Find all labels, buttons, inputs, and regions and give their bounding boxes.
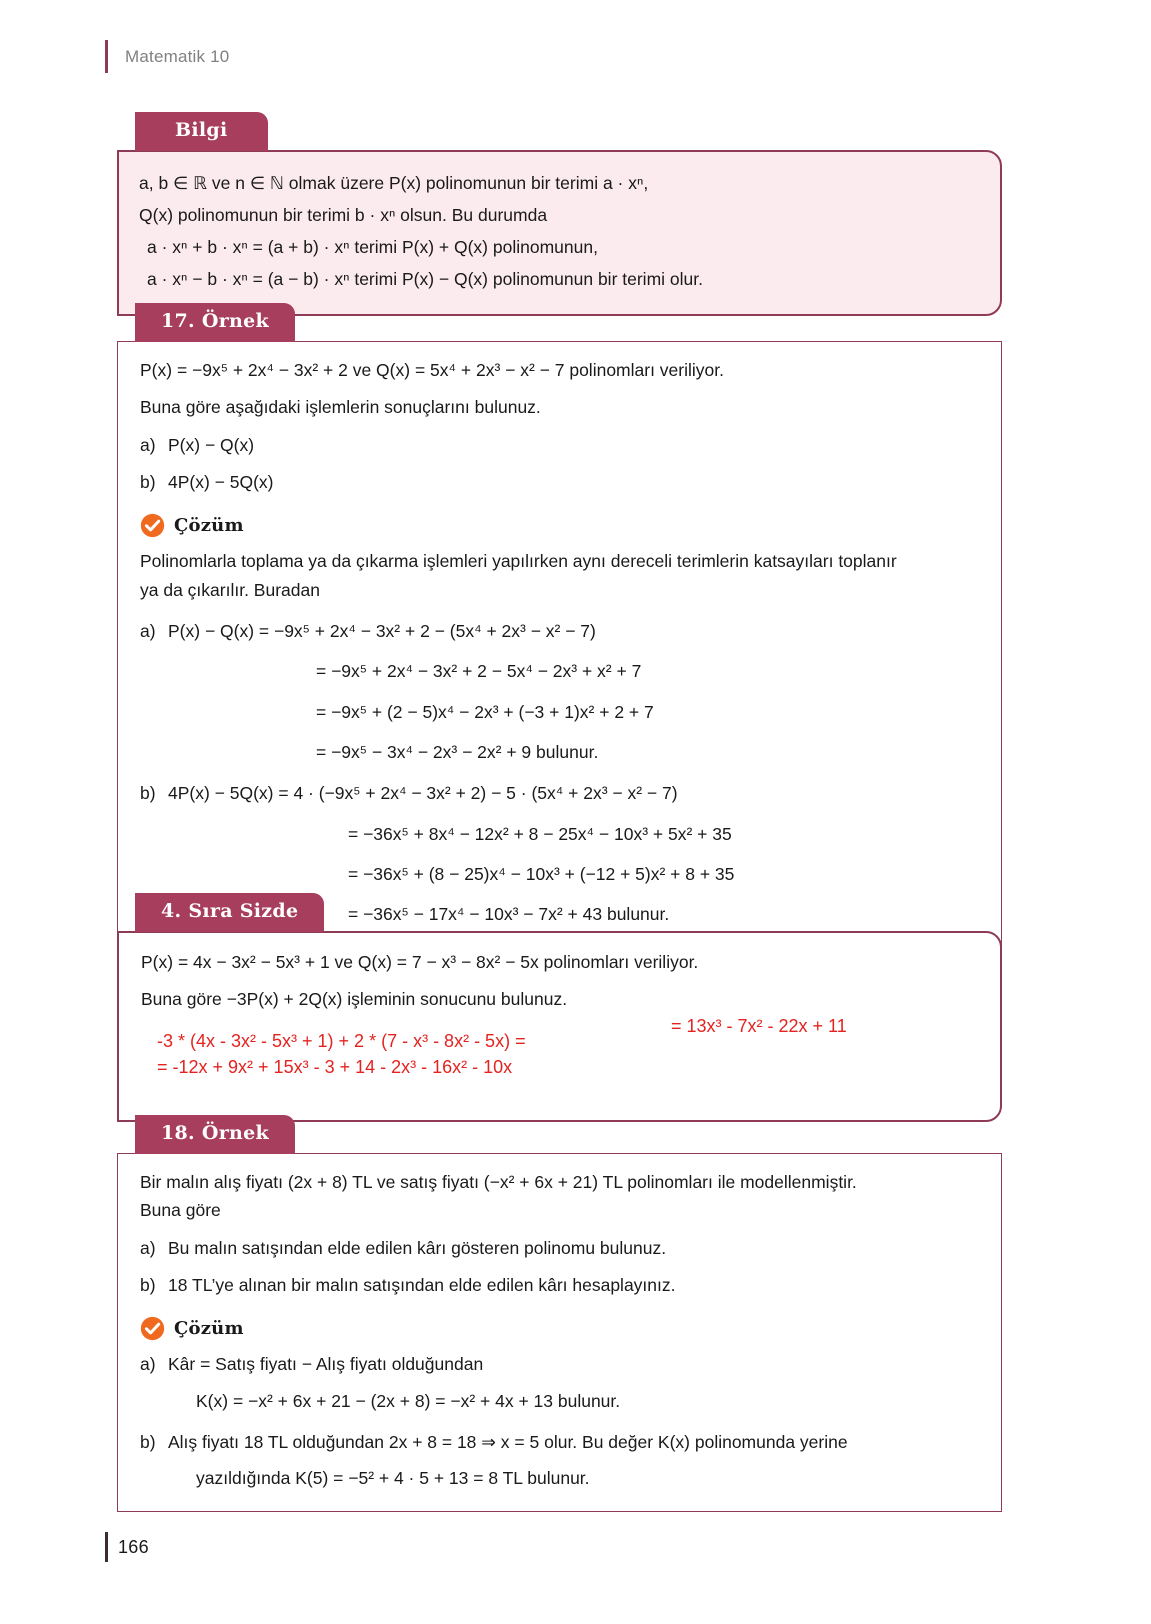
example-17-statement-2: Buna göre aşağıdaki işlemlerin sonuçlarını bulunuz.	[140, 397, 541, 418]
example-18-part-b-line-2: yazıldığında K(5) = −5² + 4 · 5 + 13 = 8 TL bulunur.	[196, 1468, 590, 1489]
example-17-tab-label: 17. Örnek	[135, 303, 295, 342]
example-18-item-b-mark: b)	[140, 1274, 156, 1295]
info-box-tab-label: Bilgi	[135, 112, 268, 151]
example-17-part-b-step-3: = −36x⁵ − 17x⁴ − 10x³ − 7x² + 43 bulunur.	[348, 904, 670, 925]
example-18-item-a-text: Bu malın satışından elde edilen kârı gösteren polinomu bulunuz.	[168, 1237, 667, 1258]
info-line-4: a · xⁿ − b · xⁿ = (a − b) · xⁿ terimi P(x) − Q(x) polinomunun bir terimi olur.	[147, 269, 703, 290]
handwritten-answer-line-1: -3 * (4x - 3x² - 5x³ + 1) + 2 * (7 - x³ - 8x² - 5x) =	[157, 1030, 526, 1051]
example-17-solution-header	[140, 513, 979, 538]
info-box-tab-row	[117, 112, 1002, 151]
example-18	[117, 1115, 1002, 1512]
info-line-1: a, b ∈ ℝ ve n ∈ ℕ olmak üzere P(x) polinomunun bir terimi a · xⁿ,	[139, 172, 649, 193]
sira-sizde-4-tab-label: 4. Sıra Sizde	[135, 893, 324, 932]
example-17-part-a-step-3: = −9x⁵ − 3x⁴ − 2x³ − 2x² + 9 bulunur.	[316, 741, 599, 762]
example-17-part-a	[140, 617, 979, 645]
example-18-part-b	[140, 1428, 979, 1456]
example-17-solution-intro-2: ya da çıkarılır. Buradan	[140, 579, 320, 600]
example-18-part-b-line-1: Alış fiyatı 18 TL olduğundan 2x + 8 = 18 ⇒ x = 5 olur. Bu değer K(x) polinomunda yerine	[168, 1431, 848, 1452]
example-17-part-b-first-line: 4P(x) − 5Q(x) = 4 · (−9x⁵ + 2x⁴ − 3x² + 2) − 5 · (5x⁴ + 2x³ − x² − 7)	[168, 783, 678, 804]
sira-sizde-4-statement-1: P(x) = 4x − 3x² − 5x³ + 1 ve Q(x) = 7 − x³ − 8x² − 5x polinomları veriliyor.	[141, 951, 699, 972]
info-box-body	[117, 150, 1002, 316]
example-18-statement-2: Buna göre	[140, 1200, 221, 1221]
example-18-item-b-text: 18 TL’ye alınan bir malın satışından elde edilen kârı hesaplayınız.	[168, 1274, 676, 1295]
example-18-tab-row	[117, 1115, 1002, 1154]
handwritten-answer-line-2: = -12x + 9x² + 15x³ - 3 + 14 - 2x³ - 16x² - 10x	[157, 1056, 513, 1077]
example-17-tab-row	[117, 303, 1002, 342]
example-17-part-a-mark: a)	[140, 620, 156, 641]
example-17-part-a-step-1: = −9x⁵ + 2x⁴ − 3x² + 2 − 5x⁴ − 2x³ + x² + 7	[316, 661, 642, 682]
example-17-part-b-step-2: = −36x⁵ + (8 − 25)x⁴ − 10x³ + (−12 + 5)x² + 8 + 35	[348, 863, 735, 884]
example-17-item-b	[140, 468, 979, 496]
example-17-part-a-first-line: P(x) − Q(x) = −9x⁵ + 2x⁴ − 3x² + 2 − (5x⁴ + 2x³ − x² − 7)	[168, 620, 596, 641]
example-17-solution-intro-1: Polinomlarla toplama ya da çıkarma işlemleri yapılırken aynı dereceli terimlerin katsayıları toplanır	[140, 551, 897, 572]
info-box	[117, 112, 1002, 316]
example-17-solution-label: Çözüm	[174, 515, 244, 537]
check-circle-icon	[140, 1316, 165, 1341]
example-17-part-b-step-1: = −36x⁵ + 8x⁴ − 12x² + 8 − 25x⁴ − 10x³ + 5x² + 35	[348, 823, 732, 844]
example-18-part-a-mark: a)	[140, 1354, 156, 1375]
sira-sizde-4-statement-2: Buna göre −3P(x) + 2Q(x) işleminin sonucunu bulunuz.	[141, 989, 568, 1010]
check-circle-icon	[140, 513, 165, 538]
running-header	[105, 40, 229, 73]
example-18-item-a	[140, 1234, 979, 1262]
example-17-item-b-mark: b)	[140, 471, 156, 492]
sira-sizde-4-body	[117, 931, 1002, 1122]
info-line-2: Q(x) polinomunun bir terimi b · xⁿ olsun. Bu durumda	[139, 204, 548, 225]
example-17-item-b-text: 4P(x) − 5Q(x)	[168, 471, 274, 492]
example-18-statement-1: Bir malın alış fiyatı (2x + 8) TL ve satış fiyatı (−x² + 6x + 21) TL polinomları ile modellenmiştir.	[140, 1171, 857, 1192]
example-17-part-a-step-2: = −9x⁵ + (2 − 5)x⁴ − 2x³ + (−3 + 1)x² + 2 + 7	[316, 701, 654, 722]
footer-accent-bar	[105, 1532, 108, 1562]
example-18-part-b-mark: b)	[140, 1431, 156, 1452]
header-accent-bar	[105, 40, 108, 73]
example-18-part-a	[140, 1350, 979, 1378]
handwritten-answer-result: = 13x³ - 7x² - 22x + 11	[671, 1015, 847, 1036]
example-18-item-a-mark: a)	[140, 1237, 156, 1258]
book-title: Matematik 10	[125, 46, 230, 66]
sira-sizde-4-answer-area[interactable]	[141, 1015, 978, 1094]
example-17-statement-1: P(x) = −9x⁵ + 2x⁴ − 3x² + 2 ve Q(x) = 5x⁴ + 2x³ − x² − 7 polinomları veriliyor.	[140, 359, 724, 380]
example-17-part-b-mark: b)	[140, 783, 156, 804]
info-line-3: a · xⁿ + b · xⁿ = (a + b) · xⁿ terimi P(x) + Q(x) polinomunun,	[147, 237, 598, 258]
example-18-part-a-line-2: K(x) = −x² + 6x + 21 − (2x + 8) = −x² + 4x + 13 bulunur.	[196, 1390, 621, 1411]
example-17-item-a-mark: a)	[140, 434, 156, 455]
example-18-solution-label: Çözüm	[174, 1318, 244, 1340]
example-17	[117, 303, 1002, 948]
example-18-part-a-line-1: Kâr = Satış fiyatı − Alış fiyatı olduğundan	[168, 1354, 484, 1375]
example-18-solution-header	[140, 1316, 979, 1341]
example-17-item-a-text: P(x) − Q(x)	[168, 434, 255, 455]
example-17-part-b	[140, 779, 979, 807]
page-number: 166	[118, 1536, 149, 1557]
sira-sizde-4-tab-row	[117, 893, 1002, 932]
example-18-body	[117, 1153, 1002, 1512]
example-17-item-a	[140, 431, 979, 459]
sira-sizde-4	[117, 893, 1002, 1122]
page-footer	[105, 1532, 149, 1562]
example-18-tab-label: 18. Örnek	[135, 1115, 295, 1154]
example-17-body	[117, 341, 1002, 948]
example-18-item-b	[140, 1271, 979, 1299]
